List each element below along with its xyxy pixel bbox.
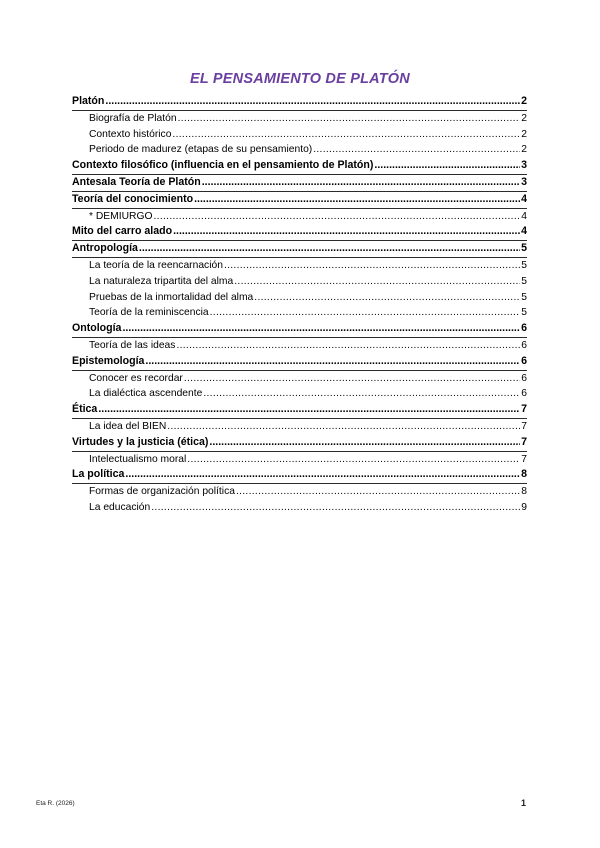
table-of-contents — [72, 94, 527, 516]
toc-dot-leader — [254, 290, 520, 306]
toc-entry-label: La naturaleza tripartita del alma — [89, 275, 234, 287]
toc-entry-page: 2 — [521, 112, 527, 124]
toc-dot-leader — [178, 111, 521, 127]
toc-entry-label: Pruebas de la inmortalidad del alma — [89, 291, 254, 303]
toc-entry-subsection[interactable] — [72, 274, 527, 290]
toc-entry-subsection[interactable] — [72, 127, 527, 143]
toc-entry-subsection[interactable] — [72, 419, 527, 435]
toc-entry-page: 6 — [521, 372, 527, 384]
toc-entry-section[interactable] — [72, 241, 527, 258]
toc-dot-leader — [172, 127, 520, 143]
toc-entry-section[interactable] — [72, 158, 527, 175]
toc-entry-page: 5 — [521, 259, 527, 271]
toc-entry-section[interactable] — [72, 94, 527, 111]
toc-entry-section[interactable] — [72, 192, 527, 209]
toc-entry-label: Formas de organización política — [89, 486, 235, 498]
toc-entry-section[interactable] — [72, 467, 527, 484]
toc-entry-label: Antropología — [72, 242, 138, 255]
toc-entry-subsection[interactable] — [72, 338, 527, 354]
toc-dot-leader — [154, 209, 521, 225]
toc-dot-leader — [210, 305, 521, 321]
toc-dot-leader — [173, 224, 520, 240]
toc-entry-label: Contexto histórico — [89, 128, 172, 140]
toc-entry-page: 7 — [521, 453, 527, 465]
toc-dot-leader — [236, 484, 520, 500]
toc-dot-leader — [145, 354, 520, 370]
toc-entry-label: La política — [72, 468, 125, 481]
toc-entry-label: La dialéctica ascendente — [89, 388, 203, 400]
toc-entry-page: 2 — [521, 95, 527, 107]
toc-dot-leader — [224, 258, 520, 274]
toc-entry-page: 2 — [521, 144, 527, 156]
toc-entry-section[interactable] — [72, 435, 527, 452]
toc-entry-label: La educación — [89, 501, 151, 513]
toc-entry-section[interactable] — [72, 224, 527, 241]
document-title: EL PENSAMIENTO DE PLATÓN — [190, 71, 410, 87]
toc-entry-label: Contexto filosófico (influencia en el pensamiento de Platón) — [72, 159, 374, 172]
toc-entry-section[interactable] — [72, 175, 527, 192]
toc-entry-label: Ética — [72, 403, 98, 416]
toc-entry-page: 8 — [521, 486, 527, 498]
toc-dot-leader — [122, 321, 520, 337]
toc-dot-leader — [194, 192, 520, 208]
toc-entry-page: 4 — [521, 225, 527, 238]
toc-entry-subsection[interactable] — [72, 111, 527, 127]
toc-entry-page: 6 — [521, 388, 527, 400]
toc-entry-label: Biografía de Platón — [89, 112, 177, 124]
toc-entry-subsection[interactable] — [72, 452, 527, 468]
toc-dot-leader — [105, 94, 520, 110]
toc-entry-page: 6 — [521, 322, 527, 335]
toc-dot-leader — [234, 274, 520, 290]
toc-dot-leader — [374, 158, 520, 174]
toc-dot-leader — [151, 500, 520, 516]
toc-entry-label: Ontología — [72, 322, 122, 335]
toc-dot-leader — [203, 386, 520, 402]
toc-entry-subsection[interactable] — [72, 290, 527, 306]
toc-dot-leader — [202, 175, 520, 191]
toc-entry-page: 5 — [521, 242, 527, 255]
toc-dot-leader — [187, 452, 520, 468]
toc-entry-page: 7 — [521, 403, 527, 416]
toc-entry-page: 4 — [521, 192, 527, 205]
toc-entry-page: 4 — [521, 210, 527, 222]
toc-entry-page: 2 — [521, 128, 527, 140]
toc-dot-leader — [209, 435, 520, 451]
toc-entry-page: 7 — [521, 435, 527, 448]
toc-entry-section[interactable] — [72, 321, 527, 338]
toc-entry-label: Conocer es recordar — [89, 372, 183, 384]
toc-entry-page: 6 — [521, 354, 527, 367]
toc-dot-leader — [184, 371, 520, 387]
toc-entry-page: 5 — [521, 275, 527, 287]
footer-author: Eta R. (2026) — [36, 800, 75, 807]
toc-entry-page: 8 — [521, 468, 527, 481]
toc-entry-label: Epistemología — [72, 354, 145, 367]
toc-entry-page: 7 — [521, 420, 527, 432]
toc-entry-label: La teoría de la reencarnación — [89, 259, 223, 271]
toc-entry-label: * DEMIURGO — [89, 210, 153, 222]
toc-entry-label: Platón — [72, 95, 105, 107]
toc-entry-subsection[interactable] — [72, 500, 527, 516]
toc-entry-page: 3 — [521, 175, 527, 188]
toc-entry-label: La idea del BIEN — [89, 420, 167, 432]
toc-entry-section[interactable] — [72, 354, 527, 371]
toc-entry-label: Mito del carro alado — [72, 225, 173, 238]
toc-dot-leader — [125, 467, 520, 483]
toc-entry-label: Teoría del conocimiento — [72, 192, 194, 205]
toc-entry-subsection[interactable] — [72, 209, 527, 225]
toc-entry-subsection[interactable] — [72, 258, 527, 274]
toc-entry-section[interactable] — [72, 402, 527, 419]
toc-entry-subsection[interactable] — [72, 386, 527, 402]
toc-entry-page: 6 — [521, 339, 527, 351]
toc-entry-label: Antesala Teoría de Platón — [72, 175, 201, 188]
toc-entry-label: Teoría de las ideas — [89, 339, 176, 351]
toc-dot-leader — [176, 338, 520, 354]
toc-entry-page: 5 — [521, 307, 527, 319]
toc-dot-leader — [167, 419, 520, 435]
toc-entry-subsection[interactable] — [72, 142, 527, 158]
toc-entry-page: 9 — [521, 501, 527, 513]
toc-entry-label: Periodo de madurez (etapas de su pensamiento) — [89, 144, 313, 156]
toc-entry-page: 5 — [521, 291, 527, 303]
toc-dot-leader — [98, 402, 520, 418]
toc-entry-page: 3 — [521, 159, 527, 172]
footer-page-number: 1 — [521, 798, 527, 808]
toc-entry-label: Teoría de la reminiscencia — [89, 307, 209, 319]
toc-dot-leader — [139, 241, 520, 257]
toc-entry-label: Virtudes y la justicia (ética) — [72, 435, 209, 448]
toc-entry-subsection[interactable] — [72, 305, 527, 321]
toc-entry-subsection[interactable] — [72, 484, 527, 500]
toc-entry-subsection[interactable] — [72, 371, 527, 387]
toc-entry-label: Intelectualismo moral — [89, 453, 187, 465]
toc-dot-leader — [313, 142, 520, 158]
